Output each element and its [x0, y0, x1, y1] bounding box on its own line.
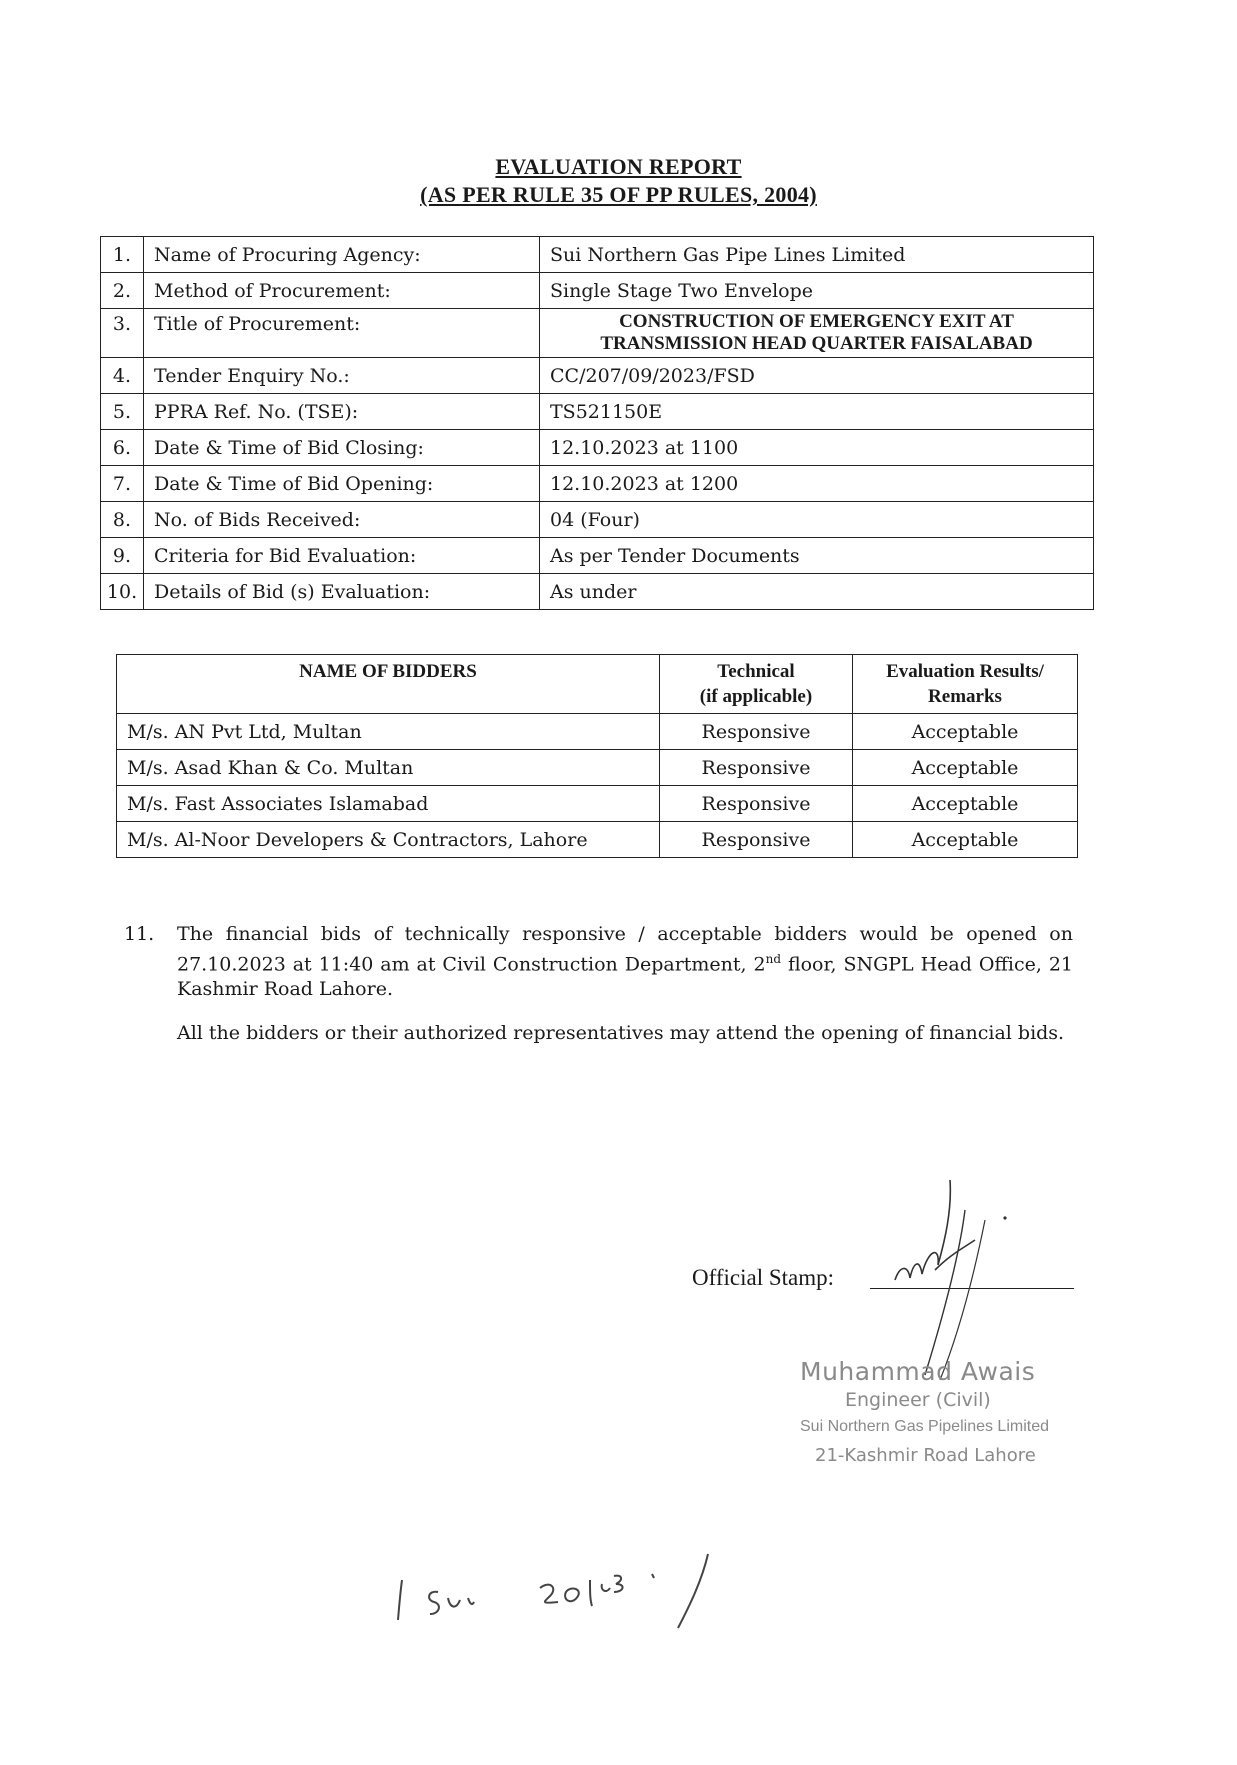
details-row: 1. Name of Procuring Agency: Sui Northern Gas Pipe Lines Limited [101, 237, 1094, 273]
details-row: 8. No. of Bids Received: 04 (Four) [101, 502, 1094, 538]
col-header-results: Evaluation Results/ Remarks [853, 655, 1078, 714]
col-header-technical: Technical (if applicable) [660, 655, 853, 714]
table-row [117, 822, 1078, 858]
ppra-ref-value: TS521150E [540, 394, 1094, 430]
col-header-name: NAME OF BIDDERS [117, 655, 660, 714]
details-row: 2. Method of Procurement: Single Stage Two Envelope [101, 273, 1094, 309]
report-subtitle: (AS PER RULE 35 OF PP RULES, 2004) [420, 182, 817, 207]
bid-closing-value: 12.10.2023 at 1100 [540, 430, 1094, 466]
report-title: EVALUATION REPORT [495, 154, 742, 179]
bid-opening-value: 12.10.2023 at 1200 [540, 466, 1094, 502]
financial-bids-paragraph: The financial bids of technically responsive / acceptable bidders would be opened on 27.10.2023 at 11:40 am at Civil Construction Department, 2nd floor, SNGPL Head Office, 21 Kashmir Road Lahore. [177, 923, 1073, 1001]
procuring-agency-value: Sui Northern Gas Pipe Lines Limited [540, 237, 1094, 273]
criteria-value: As per Tender Documents [540, 538, 1094, 574]
stamp-designation: Engineer (Civil) [845, 1389, 991, 1411]
table-row [117, 786, 1078, 822]
bidder-technical: Responsive [660, 786, 853, 822]
table-row [117, 750, 1078, 786]
bidder-result: Acceptable [853, 822, 1078, 858]
details-row: 7. Date & Time of Bid Opening: 12.10.2023 at 1200 [101, 466, 1094, 502]
bidder-technical: Responsive [660, 714, 853, 750]
bids-received-value: 04 (Four) [540, 502, 1094, 538]
bidder-technical: Responsive [660, 750, 853, 786]
details-row: 10. Details of Bid (s) Evaluation: As under [101, 574, 1094, 610]
tender-enquiry-value: CC/207/09/2023/FSD [540, 358, 1094, 394]
bidder-name: M/s. AN Pvt Ltd, Multan [117, 714, 660, 750]
details-row: 9. Criteria for Bid Evaluation: As per Tender Documents [101, 538, 1094, 574]
bidder-result: Acceptable [853, 750, 1078, 786]
bidders-header-row [117, 655, 1078, 714]
procurement-title-value: CONSTRUCTION OF EMERGENCY EXIT AT TRANSMISSION HEAD QUARTER FAISALABAD [540, 309, 1094, 358]
paragraph-number: 11. [124, 923, 155, 945]
bidder-result: Acceptable [853, 786, 1078, 822]
details-row: 5. PPRA Ref. No. (TSE): TS521150E [101, 394, 1094, 430]
stamp-company: Sui Northern Gas Pipelines Limited [800, 1418, 1050, 1435]
bidder-name: M/s. Al-Noor Developers & Contractors, Lahore [117, 822, 660, 858]
procurement-details-table [100, 236, 1094, 610]
stamp-address: 21-Kashmir Road Lahore [815, 1445, 1036, 1466]
stamp-name: Muhammad Awais [800, 1357, 1036, 1386]
evaluation-details-value: As under [540, 574, 1094, 610]
details-row: 3. Title of Procurement: CONSTRUCTION OF EMERGENCY EXIT AT TRANSMISSION HEAD QUARTER FAISALABAD [101, 309, 1094, 358]
procurement-method-value: Single Stage Two Envelope [540, 273, 1094, 309]
attendance-paragraph: All the bidders or their authorized representatives may attend the opening of financial bids. [177, 1022, 1065, 1044]
bidder-technical: Responsive [660, 822, 853, 858]
bidder-result: Acceptable [853, 714, 1078, 750]
bidder-name: M/s. Asad Khan & Co. Multan [117, 750, 660, 786]
bidder-name: M/s. Fast Associates Islamabad [117, 786, 660, 822]
details-row: 4. Tender Enquiry No.: CC/207/09/2023/FSD [101, 358, 1094, 394]
official-stamp-label: Official Stamp: [692, 1265, 835, 1290]
handwritten-note-drawing [390, 1540, 790, 1630]
bidders-table [116, 654, 1078, 858]
table-row [117, 714, 1078, 750]
signature-scribble [890, 1170, 1030, 1380]
details-row: 6. Date & Time of Bid Closing: 12.10.2023 at 1100 [101, 430, 1094, 466]
